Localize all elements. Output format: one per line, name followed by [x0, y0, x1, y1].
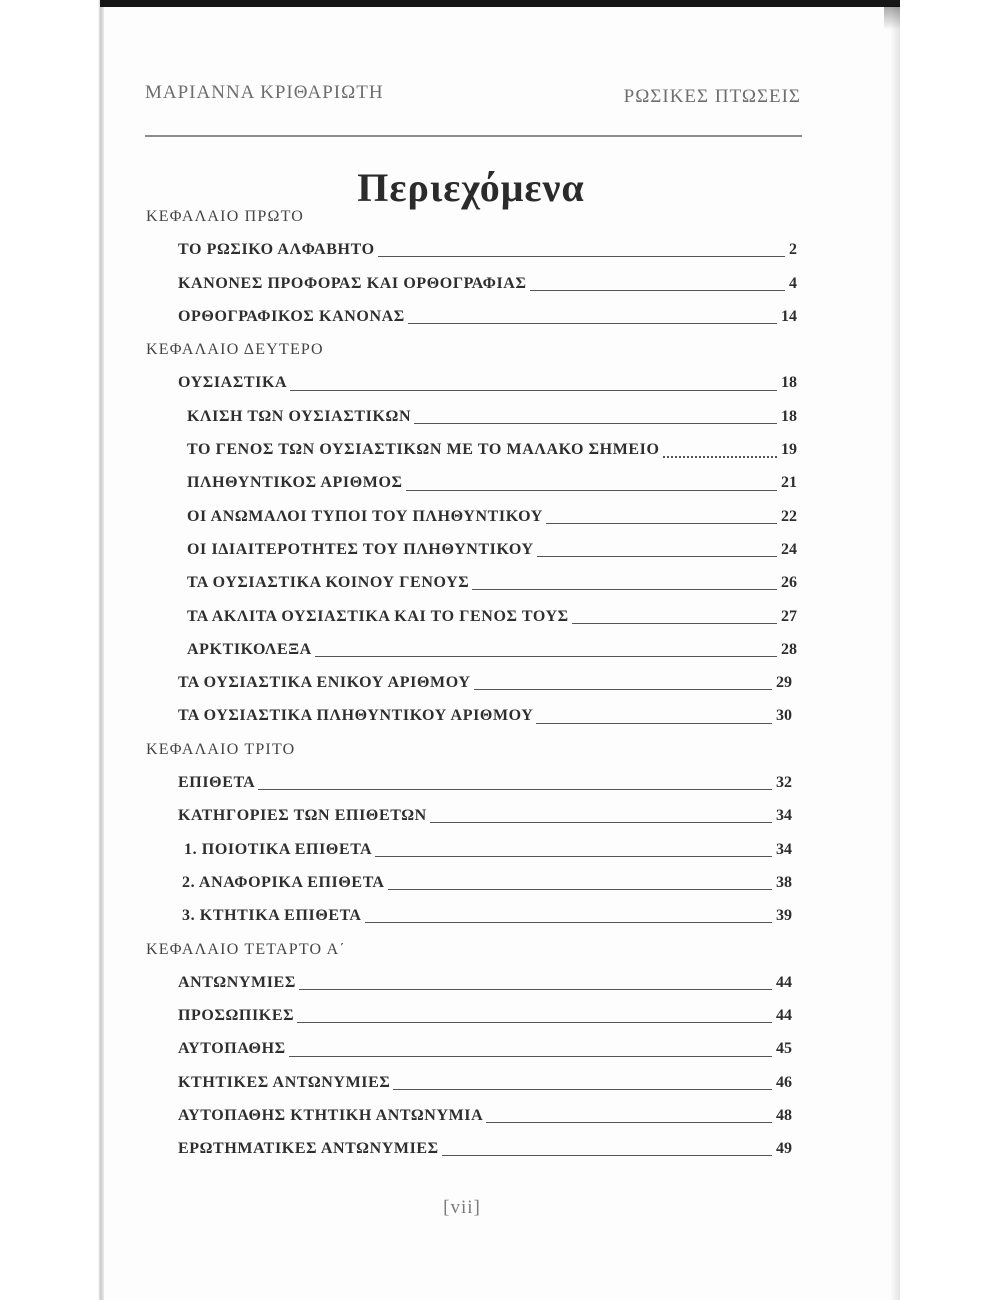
leader-line [406, 490, 777, 491]
leader-line [414, 423, 777, 424]
corner-shadow [884, 6, 900, 30]
chapter-heading: ΚΕΦΑΛΑΙΟ ΤΡΙΤΟ [146, 740, 296, 758]
toc-entry-page: 48 [776, 1107, 792, 1125]
toc-entry-page: 32 [776, 774, 792, 792]
toc-entry [0, 566, 797, 599]
table-of-contents [0, 200, 800, 1166]
toc-entry-page: 29 [776, 674, 792, 692]
top-border [100, 0, 900, 7]
toc-entry-title: ΟΡΘΟΓΡΑΦΙΚΟΣ ΚΑΝΟΝΑΣ [178, 307, 405, 325]
leader-line [546, 523, 777, 524]
toc-entry-title: 3. ΚΤΗΤΙΚΑ ΕΠΙΘΕΤΑ [182, 907, 362, 925]
toc-entry [0, 999, 792, 1032]
page-edge-right [890, 0, 900, 1300]
toc-entry-page: 18 [781, 374, 797, 392]
toc-entry-title: ΟΙ ΙΔΙΑΙΤΕΡΟΤΗΤΕΣ ΤΟΥ ΠΛΗΘΥΝΤΙΚΟΥ [187, 540, 534, 558]
page-number: [vii] [443, 1197, 481, 1218]
toc-entry-page: 39 [776, 907, 792, 925]
leader-line [375, 856, 772, 857]
chapter-section [0, 333, 800, 733]
leader-line [299, 989, 772, 990]
toc-entry-title: ΑΥΤΟΠΑΘΗΣ ΚΤΗΤΙΚΗ ΑΝΤΩΝΥΜΙΑ [178, 1107, 484, 1125]
toc-entry [0, 233, 797, 266]
toc-entry-title: ΟΙ ΑΝΩΜΑΛΟΙ ΤΥΠΟΙ ΤΟΥ ΠΛΗΘΥΝΤΙΚΟΥ [187, 507, 543, 525]
toc-entry [0, 1132, 792, 1165]
toc-entry [0, 400, 797, 433]
chapter-section [0, 933, 800, 1166]
leader-line [408, 323, 777, 324]
toc-entry-page: 44 [776, 973, 792, 991]
toc-entry [0, 866, 792, 899]
chapter-heading: ΚΕΦΑΛΑΙΟ ΔΕΥΤΕΡΟ [146, 341, 324, 359]
toc-entry-title: ΤΑ ΟΥΣΙΑΣΤΙΚΑ ΕΝΙΚΟΥ ΑΡΙΘΜΟΥ [178, 674, 471, 692]
chapter-section [0, 200, 800, 333]
toc-entry [0, 500, 797, 533]
toc-entry-page: 18 [781, 407, 797, 425]
toc-entry-title: 2. ΑΝΑΦΟΡΙΚΑ ΕΠΙΘΕΤΑ [182, 873, 385, 891]
toc-entry-title: ΤΟ ΓΕΝΟΣ ΤΩΝ ΟΥΣΙΑΣΤΙΚΩΝ ΜΕ ΤΟ ΜΑΛΑΚΟ ΣΗΜΕΙΟ [187, 441, 660, 459]
toc-entry-title: ΕΠΙΘΕΤΑ [178, 774, 256, 792]
toc-entry [0, 1032, 792, 1065]
toc-entry [0, 899, 792, 932]
page-title: Περιεχόμενα [357, 165, 585, 210]
toc-entry-page: 22 [781, 507, 797, 525]
leader-line [536, 723, 772, 724]
toc-entry-title: ΚΑΤΗΓΟΡΙΕΣ ΤΩΝ ΕΠΙΘΕΤΩΝ [178, 807, 427, 825]
toc-entry-page: 24 [781, 540, 797, 558]
toc-entry [0, 267, 797, 300]
toc-entry-page: 4 [789, 274, 797, 292]
leader-line [315, 656, 777, 657]
leader-line [378, 256, 785, 257]
toc-entry-page: 45 [776, 1040, 792, 1058]
toc-entry-title: ΚΑΝΟΝΕΣ ΠΡΟΦΟΡΑΣ ΚΑΙ ΟΡΘΟΓΡΑΦΙΑΣ [178, 274, 527, 292]
leader-line [537, 556, 777, 557]
toc-entry-page: 44 [776, 1007, 792, 1025]
toc-entry-page: 26 [781, 574, 797, 592]
toc-entry [0, 1066, 792, 1099]
toc-entry-page: 46 [776, 1073, 792, 1091]
toc-entry-page: 2 [789, 241, 797, 259]
toc-entry-page: 34 [776, 807, 792, 825]
toc-entry-page: 49 [776, 1140, 792, 1158]
toc-entry-title: ΚΛΙΣΗ ΤΩΝ ΟΥΣΙΑΣΤΙΚΩΝ [187, 407, 412, 425]
toc-entry-page: 38 [776, 873, 792, 891]
toc-entry-page: 34 [776, 840, 792, 858]
toc-entry-title: ΤΑ ΑΚΛΙΤΑ ΟΥΣΙΑΣΤΙΚΑ ΚΑΙ ΤΟ ΓΕΝΟΣ ΤΟΥΣ [187, 607, 569, 625]
leader-line [530, 290, 785, 291]
leader-line [297, 1022, 772, 1023]
toc-entry-title: 1. ΠΟΙΟΤΙΚΑ ΕΠΙΘΕΤΑ [184, 840, 373, 858]
header-rule [145, 135, 802, 137]
leader-line [388, 889, 772, 890]
toc-entry-title: ΟΥΣΙΑΣΤΙΚΑ [178, 374, 288, 392]
toc-entry-page: 21 [781, 474, 797, 492]
toc-entry [0, 633, 797, 666]
toc-entry-title: ΑΝΤΩΝΥΜΙΕΣ [178, 973, 296, 991]
running-header-author: ΜΑΡΙΑΝΝΑ ΚΡΙΘΑΡΙΩΤΗ [145, 82, 384, 103]
leader-line [430, 822, 772, 823]
toc-entry [0, 766, 792, 799]
toc-entry [0, 699, 792, 732]
leader-line [258, 789, 772, 790]
toc-entry [0, 300, 797, 333]
toc-entry [0, 833, 792, 866]
leader-line [486, 1122, 772, 1123]
toc-entry-title: ΤΟ ΡΩΣΙΚΟ ΑΛΦΑΒΗΤΟ [178, 241, 375, 259]
toc-entry [0, 666, 792, 699]
toc-entry-page: 27 [781, 607, 797, 625]
toc-entry-page: 19 [781, 441, 797, 459]
leader-line [393, 1089, 772, 1090]
leader-line [365, 922, 772, 923]
toc-entry-title: ΤΑ ΟΥΣΙΑΣΤΙΚΑ ΠΛΗΘΥΝΤΙΚΟΥ ΑΡΙΘΜΟΥ [178, 707, 534, 725]
running-header-book-title: ΡΩΣΙΚΕΣ ΠΤΩΣΕΙΣ [623, 86, 801, 107]
toc-entry-title: ΤΑ ΟΥΣΙΑΣΤΙΚΑ ΚΟΙΝΟΥ ΓΕΝΟΥΣ [187, 574, 470, 592]
toc-entry [0, 533, 797, 566]
chapter-heading: ΚΕΦΑΛΑΙΟ ΤΕΤΑΡΤΟ Α΄ [146, 940, 346, 958]
toc-entry-title: ΚΤΗΤΙΚΕΣ ΑΝΤΩΝΥΜΙΕΣ [178, 1073, 391, 1091]
chapter-section [0, 733, 800, 933]
toc-entry [0, 366, 797, 399]
toc-entry-title: ΠΡΟΣΩΠΙΚΕΣ [178, 1007, 295, 1025]
leader-line [472, 589, 777, 590]
leader-line [442, 1155, 772, 1156]
leader-line [572, 623, 777, 624]
toc-entry-page: 28 [781, 640, 797, 658]
toc-entry-title: ΑΥΤΟΠΑΘΗΣ [178, 1040, 286, 1058]
toc-entry-title: ΑΡΚΤΙΚΟΛΕΞΑ [187, 640, 312, 658]
leader-line [290, 390, 777, 391]
toc-entry [0, 600, 797, 633]
toc-entry-title: ΠΛΗΘΥΝΤΙΚΟΣ ΑΡΙΘΜΟΣ [187, 474, 403, 492]
leader-line [289, 1056, 772, 1057]
leader-line [474, 689, 773, 690]
toc-entry [0, 1099, 792, 1132]
chapter-heading: ΚΕΦΑΛΑΙΟ ΠΡΩΤΟ [146, 208, 305, 225]
toc-entry [0, 966, 792, 999]
leader-line [663, 456, 777, 458]
toc-entry-page: 30 [776, 707, 792, 725]
toc-entry-title: ΕΡΩΤΗΜΑΤΙΚΕΣ ΑΝΤΩΝΥΜΙΕΣ [178, 1140, 439, 1158]
toc-entry [0, 799, 792, 832]
toc-entry-page: 14 [781, 307, 797, 325]
toc-entry [0, 466, 797, 499]
toc-entry [0, 433, 797, 466]
